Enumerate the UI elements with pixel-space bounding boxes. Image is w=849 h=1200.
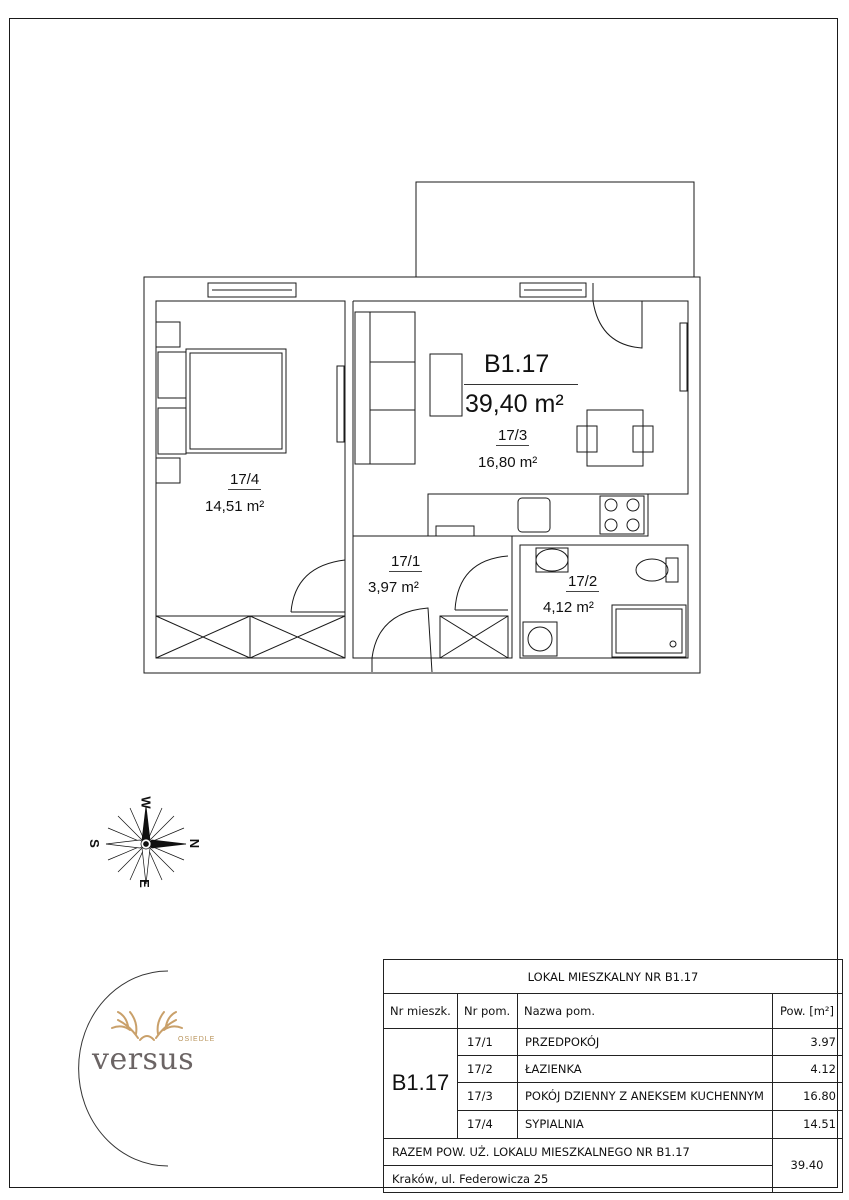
room-num-17-2: 17/2 xyxy=(568,573,598,590)
legend-row-3-num: 17/3 xyxy=(467,1089,493,1103)
legend-row-4-name: SYPIALNIA xyxy=(525,1117,584,1131)
legend-total-label: RAZEM POW. UŻ. LOKALU MIESZKALNEGO NR B1.17 xyxy=(392,1144,690,1159)
room-area-17-2: 4,12 m² xyxy=(543,599,594,616)
balcony xyxy=(416,182,694,277)
legend-table xyxy=(383,959,843,1193)
legend-divider xyxy=(517,994,518,1138)
legend-row-2-area: 4.12 xyxy=(810,1061,836,1076)
room-num-17-1: 17/1 xyxy=(391,553,421,570)
sofa xyxy=(355,312,415,464)
unit-area: 39,40 m² xyxy=(465,390,564,418)
legend-row-1-num: 17/1 xyxy=(467,1034,493,1049)
room-area-17-4: 14,51 m² xyxy=(205,498,265,515)
legend-divider xyxy=(457,994,458,1138)
unit-code: B1.17 xyxy=(484,350,550,378)
unit-label-divider xyxy=(464,384,578,385)
bed xyxy=(186,349,286,453)
room-area-17-3: 16,80 m² xyxy=(478,454,538,471)
door-bedroom xyxy=(291,560,345,612)
toilet xyxy=(636,559,668,581)
legend-header-unit: Nr mieszk. xyxy=(390,1004,451,1018)
legend-row-4-num: 17/4 xyxy=(467,1117,493,1131)
logo-text: versus xyxy=(92,1042,195,1077)
room-num-17-4: 17/4 xyxy=(230,471,260,488)
compass-n: N xyxy=(187,838,203,849)
door-entrance xyxy=(372,608,432,672)
legend-total-value: 39.40 xyxy=(790,1158,824,1172)
compass-s: S xyxy=(86,839,102,848)
legend-header-name: Nazwa pom. xyxy=(524,1004,595,1018)
legend-unit-code: B1.17 xyxy=(391,1070,450,1095)
door-hall-bath xyxy=(455,556,508,610)
legend-header-area: Pow. [m²] xyxy=(779,1004,834,1018)
legend-header-room: Nr pom. xyxy=(464,1004,511,1018)
compass-e: E xyxy=(136,879,152,888)
legend-address: Kraków, ul. Federowicza 25 xyxy=(392,1171,549,1186)
room-area-17-1: 3,97 m² xyxy=(368,579,419,596)
kitchen-sink xyxy=(518,498,550,532)
legend-row-1-name: PRZEDPOKÓJ xyxy=(525,1034,600,1049)
legend-row-3-name: POKÓJ DZIENNY Z ANEKSEM KUCHENNYM xyxy=(525,1089,764,1103)
shower xyxy=(612,605,686,657)
compass-w: W xyxy=(138,796,154,809)
washbasin xyxy=(536,549,568,571)
legend-row-2-name: ŁAZIENKA xyxy=(525,1061,582,1076)
dining-table xyxy=(587,410,643,466)
legend-row-1-area: 3.97 xyxy=(810,1034,836,1049)
coffee-table xyxy=(430,354,462,416)
logo-sub: OSIEDLE xyxy=(178,1036,216,1043)
legend-row-2-num: 17/2 xyxy=(467,1061,493,1076)
compass-rose xyxy=(100,800,192,890)
room-num-17-3: 17/3 xyxy=(498,427,528,444)
door-balcony xyxy=(593,283,642,348)
legend-divider xyxy=(772,994,773,1192)
legend-row-3-area: 16.80 xyxy=(803,1089,836,1103)
legend-row-4-area: 14.51 xyxy=(803,1117,836,1131)
legend-title: LOKAL MIESZKALNY NR B1.17 xyxy=(527,969,699,984)
